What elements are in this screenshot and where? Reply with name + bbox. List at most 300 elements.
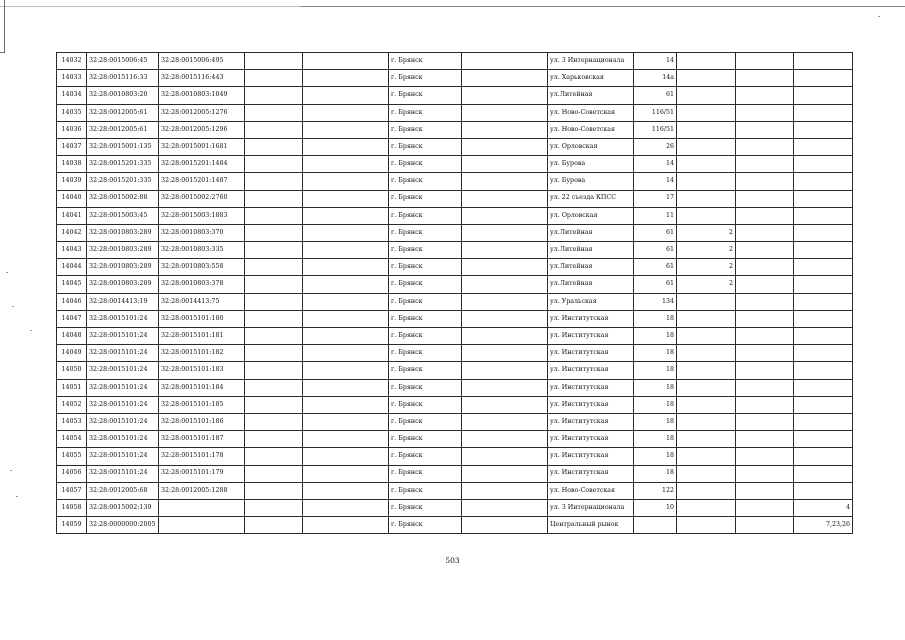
cell-number: 14043	[57, 242, 87, 259]
cell-street: ул. Институтская	[548, 328, 634, 345]
cell-number: 14057	[57, 482, 87, 499]
cell-empty	[462, 173, 548, 190]
cell-col10	[677, 345, 736, 362]
cell-empty	[462, 345, 548, 362]
cell-col12	[794, 104, 853, 121]
cell-empty	[462, 242, 548, 259]
cell-street: ул. Уральская	[548, 293, 634, 310]
cell-col11	[736, 242, 794, 259]
cell-empty	[245, 448, 303, 465]
cell-col12	[794, 138, 853, 155]
cell-street: ул. Институтская	[548, 345, 634, 362]
cell-street: ул.Литейная	[548, 87, 634, 104]
cell-street: ул. Харьковская	[548, 70, 634, 87]
cell-empty	[303, 87, 389, 104]
cell-street: ул. 22 съезда КПСС	[548, 190, 634, 207]
cell-cadastral-number: 32:28:0010803:558	[159, 259, 245, 276]
cell-empty	[303, 138, 389, 155]
cell-col12	[794, 396, 853, 413]
cell-cadastral-parent: 32:28:0015101:24	[87, 448, 159, 465]
table-row	[57, 362, 853, 379]
cell-city: г. Брянск	[389, 413, 462, 430]
cell-cadastral-number: 32:28:0015101:183	[159, 362, 245, 379]
cell-empty	[303, 379, 389, 396]
cell-empty	[462, 379, 548, 396]
cell-cadastral-parent: 32:28:0012005:61	[87, 121, 159, 138]
cell-cadastral-parent: 32:28:0015006:45	[87, 53, 159, 70]
cell-cadastral-number: 32:28:0012005:1276	[159, 104, 245, 121]
cell-street: ул. Институтская	[548, 413, 634, 430]
cell-col12	[794, 276, 853, 293]
cell-col12	[794, 345, 853, 362]
cell-col10	[677, 310, 736, 327]
cell-empty	[303, 499, 389, 516]
table-row	[57, 190, 853, 207]
cell-city: г. Брянск	[389, 499, 462, 516]
cell-house: 18	[634, 379, 677, 396]
cell-col11	[736, 396, 794, 413]
cell-empty	[245, 104, 303, 121]
cell-col10	[677, 121, 736, 138]
cell-street: ул. Институтская	[548, 379, 634, 396]
cell-col11	[736, 156, 794, 173]
cell-empty	[245, 173, 303, 190]
cell-empty	[245, 70, 303, 87]
cell-col10	[677, 517, 736, 534]
cell-cadastral-number: 32:28:0015006:495	[159, 53, 245, 70]
table-row	[57, 224, 853, 241]
cell-col11	[736, 328, 794, 345]
cell-cadastral-parent: 32:28:0012005:68	[87, 482, 159, 499]
cell-col11	[736, 379, 794, 396]
table-row	[57, 70, 853, 87]
cell-house: 18	[634, 448, 677, 465]
cell-empty	[245, 259, 303, 276]
cell-empty	[462, 259, 548, 276]
cell-col12	[794, 53, 853, 70]
cell-cadastral-number: 32:28:0015101:179	[159, 465, 245, 482]
cell-col12	[794, 431, 853, 448]
scan-speck	[12, 306, 14, 307]
cell-col10	[677, 87, 736, 104]
cell-empty	[462, 70, 548, 87]
cell-col11	[736, 465, 794, 482]
scan-speck	[16, 496, 18, 497]
cell-cadastral-number: 32:28:0015116:443	[159, 70, 245, 87]
cell-cadastral-number: 32:28:0015101:187	[159, 431, 245, 448]
cell-cadastral-parent: 32:28:0015101:24	[87, 328, 159, 345]
cell-city: г. Брянск	[389, 173, 462, 190]
cell-city: г. Брянск	[389, 138, 462, 155]
cell-empty	[462, 328, 548, 345]
cell-empty	[303, 190, 389, 207]
cell-empty	[245, 276, 303, 293]
table-row	[57, 465, 853, 482]
cell-city: г. Брянск	[389, 293, 462, 310]
table-row	[57, 293, 853, 310]
cell-house: 18	[634, 362, 677, 379]
cell-house: 18	[634, 413, 677, 430]
cell-cadastral-number	[159, 499, 245, 516]
cell-street: ул. 3 Интернационала	[548, 499, 634, 516]
scan-speck	[878, 16, 880, 17]
cell-col11	[736, 53, 794, 70]
cell-house: 26	[634, 138, 677, 155]
table-row	[57, 276, 853, 293]
scan-edge-left	[4, 0, 5, 52]
cell-street: ул.Литейная	[548, 259, 634, 276]
cell-col12	[794, 87, 853, 104]
cell-house: 116/51	[634, 121, 677, 138]
table-row	[57, 499, 853, 516]
cell-empty	[462, 448, 548, 465]
cell-col10: 2	[677, 259, 736, 276]
table-row	[57, 173, 853, 190]
cell-number: 14041	[57, 207, 87, 224]
table-row	[57, 517, 853, 534]
cell-cadastral-parent: 32:28:0015101:24	[87, 431, 159, 448]
cell-street: ул. Институтская	[548, 396, 634, 413]
cell-cadastral-parent: 32:28:0010803:289	[87, 224, 159, 241]
cell-col12	[794, 310, 853, 327]
cell-col10: 2	[677, 242, 736, 259]
cell-empty	[462, 413, 548, 430]
cell-cadastral-number: 32:28:0015101:186	[159, 413, 245, 430]
page-number: 503	[445, 556, 460, 565]
cell-col10	[677, 190, 736, 207]
cell-empty	[462, 121, 548, 138]
cell-empty	[462, 482, 548, 499]
cell-col11	[736, 499, 794, 516]
cell-number: 14050	[57, 362, 87, 379]
cell-empty	[303, 156, 389, 173]
cell-house: 18	[634, 465, 677, 482]
cell-empty	[303, 345, 389, 362]
table-row	[57, 379, 853, 396]
cell-number: 14059	[57, 517, 87, 534]
table-row	[57, 413, 853, 430]
cell-number: 14052	[57, 396, 87, 413]
cell-city: г. Брянск	[389, 259, 462, 276]
scan-speck	[30, 330, 32, 331]
cell-col10	[677, 499, 736, 516]
cell-number: 14055	[57, 448, 87, 465]
cell-city: г. Брянск	[389, 482, 462, 499]
cell-city: г. Брянск	[389, 121, 462, 138]
cell-col11	[736, 345, 794, 362]
cell-city: г. Брянск	[389, 517, 462, 534]
cell-empty	[462, 276, 548, 293]
cell-cadastral-parent: 32:28:0015101:24	[87, 362, 159, 379]
cell-col10	[677, 379, 736, 396]
cell-empty	[303, 362, 389, 379]
cell-cadastral-number: 32:28:0015101:180	[159, 310, 245, 327]
table-row	[57, 121, 853, 138]
cell-empty	[462, 138, 548, 155]
cell-empty	[462, 53, 548, 70]
cell-street: ул. Институтская	[548, 465, 634, 482]
cell-house: 18	[634, 310, 677, 327]
cell-col11	[736, 276, 794, 293]
table-row	[57, 431, 853, 448]
cell-empty	[303, 242, 389, 259]
cell-col11	[736, 138, 794, 155]
cell-cadastral-parent: 32:28:0014413:19	[87, 293, 159, 310]
cell-city: г. Брянск	[389, 431, 462, 448]
cell-col10: 2	[677, 276, 736, 293]
cell-col10	[677, 70, 736, 87]
cell-empty	[245, 138, 303, 155]
cell-empty	[245, 431, 303, 448]
cell-empty	[245, 396, 303, 413]
cell-cadastral-parent: 32:28:0015002:139	[87, 499, 159, 516]
cell-col12	[794, 70, 853, 87]
cell-empty	[462, 156, 548, 173]
cell-col11	[736, 224, 794, 241]
cell-col12	[794, 259, 853, 276]
cell-house: 18	[634, 345, 677, 362]
cell-empty	[303, 482, 389, 499]
cell-empty	[462, 517, 548, 534]
cell-empty	[462, 293, 548, 310]
cell-empty	[245, 499, 303, 516]
cell-cadastral-number: 32:28:0015003:1883	[159, 207, 245, 224]
cell-empty	[245, 190, 303, 207]
cell-cadastral-number: 32:28:0010803:335	[159, 242, 245, 259]
scan-speck	[10, 470, 12, 471]
cell-empty	[303, 465, 389, 482]
cell-number: 14049	[57, 345, 87, 362]
cell-cadastral-number: 32:28:0010803:370	[159, 224, 245, 241]
cell-number: 14035	[57, 104, 87, 121]
cell-house	[634, 517, 677, 534]
cell-empty	[303, 310, 389, 327]
cell-city: г. Брянск	[389, 328, 462, 345]
cell-col11	[736, 310, 794, 327]
cell-cadastral-parent: 32:28:0015101:24	[87, 396, 159, 413]
cell-empty	[303, 207, 389, 224]
cell-col12	[794, 482, 853, 499]
table-row	[57, 87, 853, 104]
table-row	[57, 448, 853, 465]
cell-street: ул. Институтская	[548, 431, 634, 448]
cell-col10	[677, 173, 736, 190]
cell-cadastral-parent: 32:28:0010803:20	[87, 87, 159, 104]
cell-city: г. Брянск	[389, 104, 462, 121]
table-row	[57, 259, 853, 276]
table-row	[57, 156, 853, 173]
cell-col12	[794, 379, 853, 396]
cell-empty	[462, 499, 548, 516]
cell-city: г. Брянск	[389, 87, 462, 104]
table-row	[57, 207, 853, 224]
cell-house: 18	[634, 328, 677, 345]
cell-city: г. Брянск	[389, 465, 462, 482]
cell-number: 14036	[57, 121, 87, 138]
cell-col11	[736, 362, 794, 379]
cell-cadastral-parent: 32:28:0015201:335	[87, 156, 159, 173]
table-row	[57, 396, 853, 413]
register-table-body	[57, 53, 853, 534]
cell-cadastral-parent: 32:28:0015101:24	[87, 379, 159, 396]
cell-cadastral-number: 32:28:0015101:181	[159, 328, 245, 345]
cell-cadastral-parent: 32:28:0010803:289	[87, 242, 159, 259]
cell-empty	[462, 87, 548, 104]
cell-col12	[794, 465, 853, 482]
cell-city: г. Брянск	[389, 224, 462, 241]
cell-empty	[303, 259, 389, 276]
cell-street: ул. 3 Интернационала	[548, 53, 634, 70]
cell-col11	[736, 431, 794, 448]
cell-number: 14037	[57, 138, 87, 155]
cell-empty	[245, 207, 303, 224]
cell-cadastral-parent: 32:28:0015003:45	[87, 207, 159, 224]
cell-empty	[245, 465, 303, 482]
cell-house: 14	[634, 53, 677, 70]
cell-col12	[794, 224, 853, 241]
cell-empty	[303, 121, 389, 138]
cell-empty	[245, 517, 303, 534]
cell-number: 14034	[57, 87, 87, 104]
cell-cadastral-number: 32:28:0015201:1484	[159, 156, 245, 173]
cell-cadastral-number: 32:28:0015002:2760	[159, 190, 245, 207]
cell-house: 14а	[634, 70, 677, 87]
cell-cadastral-parent: 32:28:0010803:289	[87, 259, 159, 276]
cell-house: 11	[634, 207, 677, 224]
cell-col11	[736, 448, 794, 465]
cell-cadastral-parent: 32:28:0012005:61	[87, 104, 159, 121]
cell-col10	[677, 293, 736, 310]
cell-col10	[677, 362, 736, 379]
cell-empty	[462, 190, 548, 207]
cell-empty	[303, 517, 389, 534]
cell-house: 122	[634, 482, 677, 499]
cell-street: ул. Ново-Советская	[548, 482, 634, 499]
cell-city: г. Брянск	[389, 207, 462, 224]
cell-col11	[736, 207, 794, 224]
cell-col12	[794, 328, 853, 345]
cell-number: 14039	[57, 173, 87, 190]
cell-col10	[677, 207, 736, 224]
cell-col11	[736, 121, 794, 138]
cell-house: 134	[634, 293, 677, 310]
cell-col12	[794, 293, 853, 310]
cell-city: г. Брянск	[389, 379, 462, 396]
cell-number: 14054	[57, 431, 87, 448]
cell-street: ул. Бурова	[548, 156, 634, 173]
cell-street: ул. Орловская	[548, 207, 634, 224]
cell-empty	[245, 242, 303, 259]
cell-empty	[303, 293, 389, 310]
cell-house: 61	[634, 276, 677, 293]
cell-empty	[245, 293, 303, 310]
cell-number: 14056	[57, 465, 87, 482]
cell-col10	[677, 448, 736, 465]
cell-house: 14	[634, 173, 677, 190]
cell-cadastral-number	[159, 517, 245, 534]
cell-street: ул.Литейная	[548, 224, 634, 241]
cell-cadastral-parent: 32:28:0015001:135	[87, 138, 159, 155]
cell-number: 14048	[57, 328, 87, 345]
cell-house: 14	[634, 156, 677, 173]
cell-empty	[303, 104, 389, 121]
cell-col12: 4	[794, 499, 853, 516]
cell-col10	[677, 156, 736, 173]
cell-house: 61	[634, 259, 677, 276]
cell-empty	[303, 328, 389, 345]
cell-city: г. Брянск	[389, 345, 462, 362]
cell-street: ул. Бурова	[548, 173, 634, 190]
cell-city: г. Брянск	[389, 190, 462, 207]
cell-city: г. Брянск	[389, 70, 462, 87]
cell-number: 14033	[57, 70, 87, 87]
cell-street: ул. Институтская	[548, 448, 634, 465]
cell-col10	[677, 328, 736, 345]
table-row	[57, 482, 853, 499]
cell-cadastral-parent: 32:28:0010803:289	[87, 276, 159, 293]
cell-empty	[303, 173, 389, 190]
cell-street: ул.Литейная	[548, 242, 634, 259]
cell-col11	[736, 482, 794, 499]
cell-col11	[736, 173, 794, 190]
cell-col12	[794, 207, 853, 224]
cell-col12	[794, 413, 853, 430]
cell-col11	[736, 413, 794, 430]
cell-col11	[736, 293, 794, 310]
cell-house: 61	[634, 242, 677, 259]
cell-empty	[303, 53, 389, 70]
cell-number: 14053	[57, 413, 87, 430]
cell-col10	[677, 482, 736, 499]
cell-empty	[245, 379, 303, 396]
cell-house: 18	[634, 431, 677, 448]
cell-empty	[462, 362, 548, 379]
cell-col10	[677, 104, 736, 121]
table-row	[57, 104, 853, 121]
cell-number: 14044	[57, 259, 87, 276]
cell-col12	[794, 190, 853, 207]
cell-cadastral-parent: 32:28:0015101:24	[87, 465, 159, 482]
cell-number: 14038	[57, 156, 87, 173]
cell-street: Центральный рынок	[548, 517, 634, 534]
cell-cadastral-number: 32:28:0015001:1681	[159, 138, 245, 155]
scan-edge-stub	[0, 52, 5, 53]
cell-cadastral-number: 32:28:0010803:1049	[159, 87, 245, 104]
cell-empty	[303, 396, 389, 413]
cell-empty	[245, 362, 303, 379]
register-table	[56, 52, 853, 534]
table-row	[57, 53, 853, 70]
cell-city: г. Брянск	[389, 362, 462, 379]
cell-empty	[245, 224, 303, 241]
cell-empty	[245, 345, 303, 362]
cell-empty	[245, 121, 303, 138]
cell-empty	[245, 53, 303, 70]
cell-house: 18	[634, 396, 677, 413]
cell-empty	[245, 310, 303, 327]
cell-empty	[245, 156, 303, 173]
cell-col11	[736, 259, 794, 276]
cell-house: 61	[634, 224, 677, 241]
cell-cadastral-parent: 32:28:0015201:335	[87, 173, 159, 190]
cell-city: г. Брянск	[389, 396, 462, 413]
cell-col12	[794, 121, 853, 138]
cell-empty	[462, 396, 548, 413]
cell-city: г. Брянск	[389, 276, 462, 293]
cell-col12	[794, 362, 853, 379]
cell-cadastral-parent: 32:28:0015116:33	[87, 70, 159, 87]
cell-empty	[245, 482, 303, 499]
